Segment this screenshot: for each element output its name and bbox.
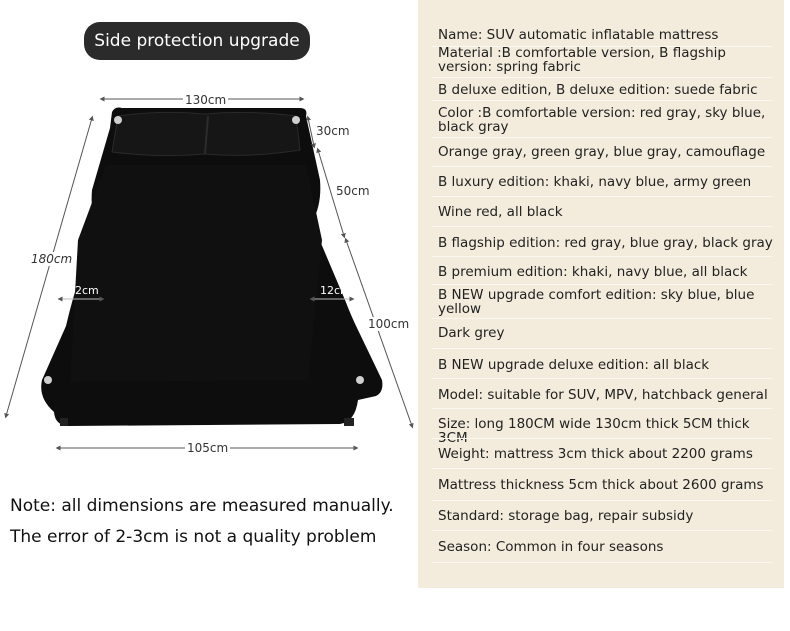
dimension-top-width: 130cm [185,93,227,107]
note-line-1: Note: all dimensions are measured manually. [10,496,394,516]
dimension-length: 180cm [31,252,73,266]
spec-line: B NEW upgrade deluxe edition: all black [438,357,710,373]
dimension-right-side: 12cm [320,284,351,297]
spec-line: Size: long 180CM wide 130cm thick 5CM thick 3CM [438,416,750,446]
spec-line: Season: Common in four seasons [438,539,664,555]
valve-icon [292,116,300,124]
side-protection-badge: Side protection upgrade [84,22,310,60]
valve-icon [44,376,52,384]
spec-line: Name: SUV automatic inflatable mattress [438,27,719,43]
spec-line: Orange gray, green gray, blue gray, camouflage [438,144,766,160]
spec-line: Model: suitable for SUV, MPV, hatchback general [438,387,768,403]
spec-line: B NEW upgrade comfort edition: sky blue, blue yellow [438,287,755,317]
spec-line: Mattress thickness 5cm thick about 2600 grams [438,477,764,493]
valve-icon [356,376,364,384]
valve-icon [114,116,122,124]
spec-line: Wine red, all black [438,204,563,220]
spec-line: B flagship edition: red gray, blue gray, black gray [438,235,773,251]
dimension-upper-section: 50cm [336,184,370,198]
spec-line: Standard: storage bag, repair subsidy [438,508,694,524]
dimension-pillow-height: 30cm [316,124,350,138]
spec-line: B luxury edition: khaki, navy blue, army green [438,174,752,190]
dimension-lower-section: 100cm [368,317,410,331]
spec-panel [418,0,784,588]
spec-line: B deluxe edition, B deluxe edition: suede fabric [438,82,758,98]
spec-line: B premium edition: khaki, navy blue, all black [438,264,748,280]
dimension-left-side: 12cm [68,284,99,297]
spec-line: Weight: mattress 3cm thick about 2200 grams [438,446,753,462]
mattress-diagram [0,70,420,470]
dimension-bottom-width: 105cm [187,441,229,455]
spec-line: Color :B comfortable version: red gray, sky blue, black gray [438,105,766,135]
note-line-2: The error of 2-3cm is not a quality problem [10,527,377,547]
spec-line: Material :B comfortable version, B flagship version: spring fabric [438,45,726,75]
spec-line: Dark grey [438,325,505,341]
